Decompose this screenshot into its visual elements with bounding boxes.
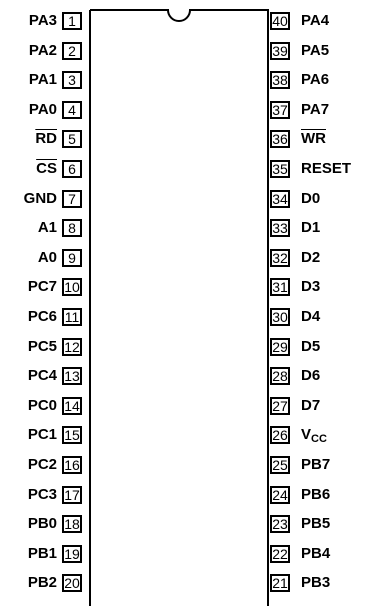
pin-label-28: D6 <box>301 367 321 385</box>
pin-number-30: 30 <box>270 308 290 326</box>
pin-number-22: 22 <box>270 545 290 563</box>
pin-label-8: A1 <box>37 219 57 237</box>
pin-number-2: 2 <box>62 42 82 60</box>
pin-label-27: D7 <box>301 396 321 414</box>
pin-label-13: PC4 <box>27 367 57 385</box>
pin-number-11: 11 <box>62 308 82 326</box>
pin-label-29: D5 <box>301 337 321 355</box>
pin-label-15: PC1 <box>27 426 57 444</box>
pin-label-18: PB0 <box>27 515 57 533</box>
pin-number-24: 24 <box>270 486 290 504</box>
pin-label-7: GND <box>23 189 57 207</box>
pin-number-4: 4 <box>62 101 82 119</box>
pin-label-25: PB7 <box>301 456 331 473</box>
pin-label-26: $V_{CC}$ <box>301 426 327 446</box>
pin-label-3: PA1 <box>28 71 57 89</box>
pin-number-23: 23 <box>270 515 290 533</box>
pin-label-11: PC6 <box>27 308 57 325</box>
pin-number-34: 34 <box>270 190 290 208</box>
pin-label-16: PC2 <box>27 456 57 473</box>
pin-number-20: 20 <box>62 574 82 592</box>
pin-number-33: 33 <box>270 219 290 237</box>
pin-number-1: 1 <box>62 12 82 30</box>
pin-number-39: 39 <box>270 42 290 60</box>
pin-label-24: PB6 <box>301 485 331 503</box>
pin-number-10: 10 <box>62 278 82 296</box>
pin-label-38: PA6 <box>301 71 330 89</box>
pin-number-14: 14 <box>62 397 82 415</box>
pin-label-39: PA5 <box>301 41 330 59</box>
pin-label-1: PA3 <box>28 12 57 29</box>
pin-label-33: D1 <box>301 219 321 237</box>
pin-number-32: 32 <box>270 249 290 267</box>
pin-number-5: 5 <box>62 130 82 148</box>
pin-number-31: 31 <box>270 278 290 296</box>
pin-number-38: 38 <box>270 71 290 89</box>
pin-number-19: 19 <box>62 545 82 563</box>
pin-number-29: 29 <box>270 338 290 356</box>
pin-label-30: D4 <box>301 308 321 325</box>
pin-label-19: PB1 <box>27 544 57 562</box>
pin-label-31: D3 <box>301 278 321 296</box>
pin-number-27: 27 <box>270 397 290 415</box>
pin-label-32: D2 <box>301 248 321 266</box>
pin-label-35: RESET <box>301 160 352 177</box>
pin-label-14: PC0 <box>27 396 57 414</box>
pin-number-17: 17 <box>62 486 82 504</box>
pin-label-21: PB3 <box>301 574 331 592</box>
pin-number-16: 16 <box>62 456 82 474</box>
pin-number-40: 40 <box>270 12 290 30</box>
pin-number-37: 37 <box>270 101 290 119</box>
pin-label-34: D0 <box>301 189 321 207</box>
pin-number-6: 6 <box>62 160 82 178</box>
pin-label-6: $\overline{CS}$ <box>36 160 57 177</box>
pin-label-10: PC7 <box>27 278 57 296</box>
pin-number-9: 9 <box>62 249 82 267</box>
pin-label-9: A0 <box>37 248 57 266</box>
pin-label-23: PB5 <box>301 515 331 533</box>
pin-number-21: 21 <box>270 574 290 592</box>
pin-label-37: PA7 <box>301 100 330 118</box>
pin-number-35: 35 <box>270 160 290 178</box>
pin-number-7: 7 <box>62 190 82 208</box>
pin-number-12: 12 <box>62 338 82 356</box>
pin-number-18: 18 <box>62 515 82 533</box>
pin-label-22: PB4 <box>301 544 331 562</box>
pin-label-40: PA4 <box>301 12 330 29</box>
pin-label-4: PA0 <box>28 100 57 118</box>
pin-number-13: 13 <box>62 367 82 385</box>
pin-number-25: 25 <box>270 456 290 474</box>
chip-body <box>90 10 268 606</box>
pin-number-36: 36 <box>270 130 290 148</box>
pin-number-8: 8 <box>62 219 82 237</box>
pin-label-5: $\overline{RD}$ <box>35 130 57 148</box>
pin-number-26: 26 <box>270 426 290 444</box>
pin-label-36: $\overline{WR}$ <box>301 130 326 148</box>
pin-label-20: PB2 <box>27 574 57 592</box>
pin-number-15: 15 <box>62 426 82 444</box>
pin-number-3: 3 <box>62 71 82 89</box>
pin-number-28: 28 <box>270 367 290 385</box>
pin-label-2: PA2 <box>28 41 57 59</box>
pin-label-17: PC3 <box>27 485 57 503</box>
pin-label-12: PC5 <box>27 337 57 355</box>
